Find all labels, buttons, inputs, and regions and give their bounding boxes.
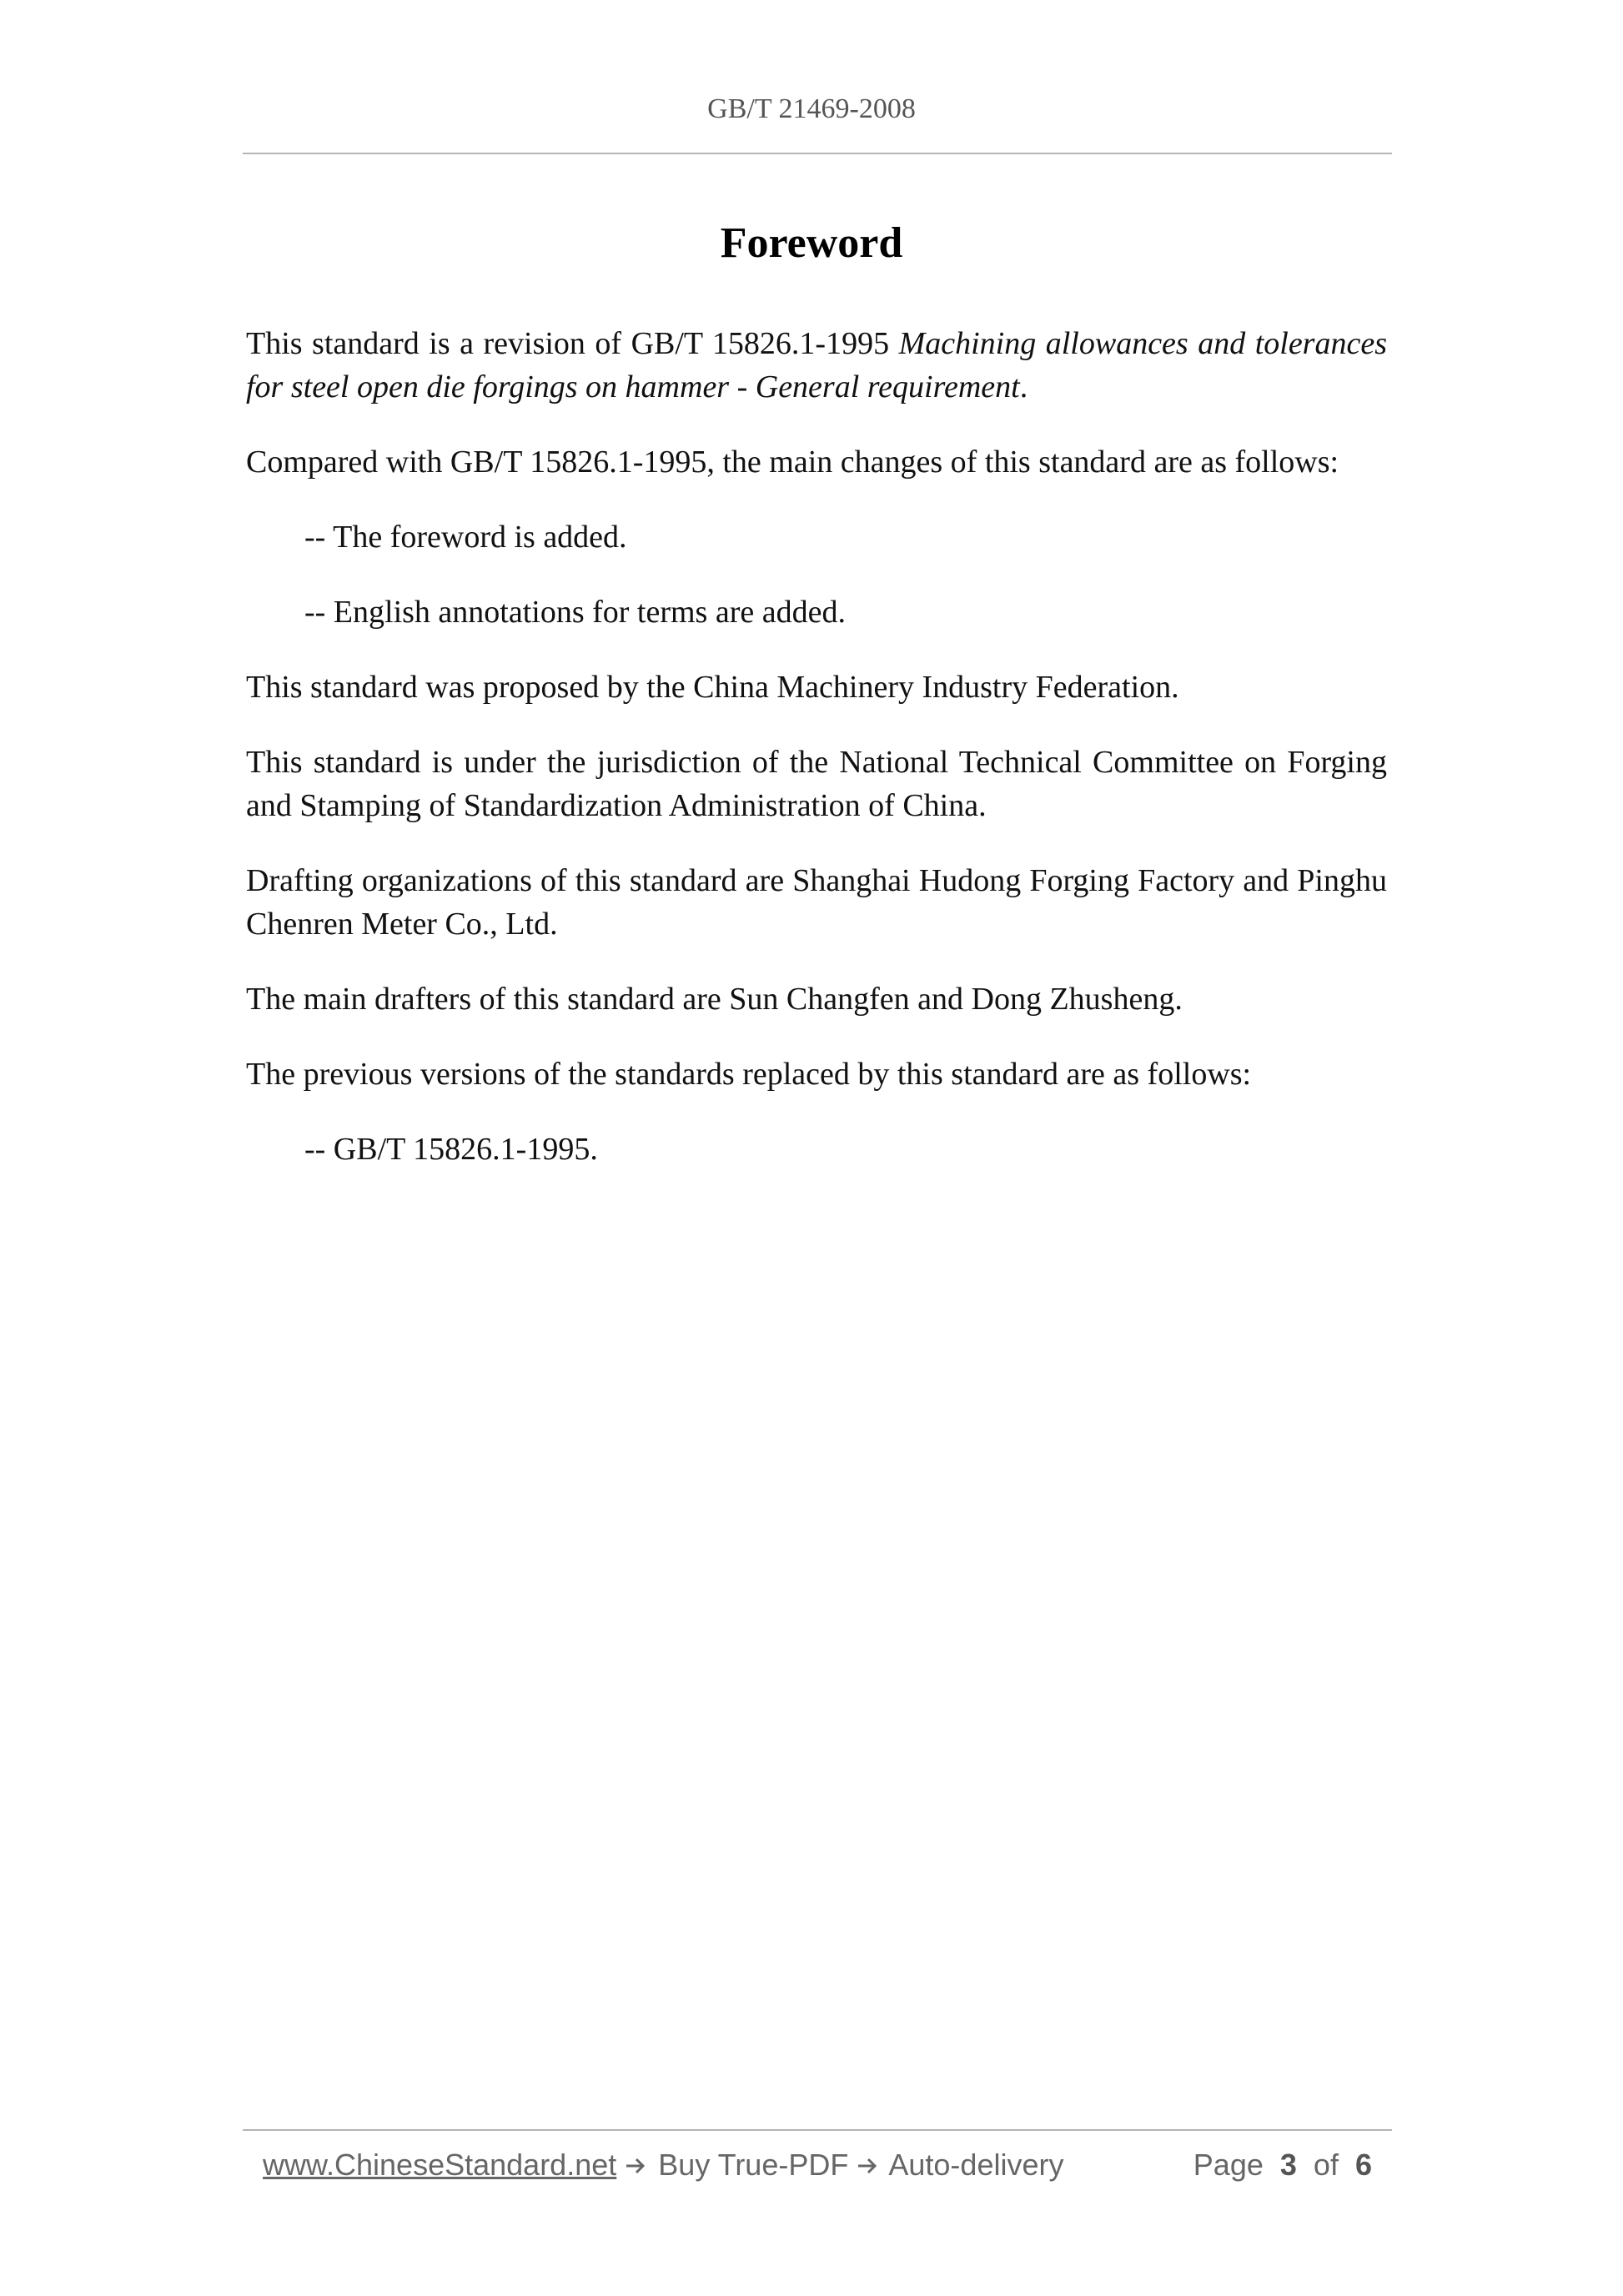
page-footer: [263, 2148, 1372, 2189]
paragraph-jurisdiction: This standard is under the jurisdiction of the National Technical Committee on Forging and Stamping of Standardization Administration of China.: [246, 745, 1387, 823]
arrow-right-icon: [625, 2149, 650, 2184]
list-item: -- The foreword is added.: [304, 520, 627, 555]
auto-delivery-text: Auto-delivery: [888, 2148, 1064, 2182]
paragraph-drafting-organizations: Drafting organizations of this standard are Shanghai Hudong Forging Factory and Pinghu Chenren Meter Co., Ltd.: [246, 863, 1387, 942]
revision-text: This standard is a revision of GB/T 15826.1-1995: [246, 326, 899, 361]
paragraph-changes-intro: Compared with GB/T 15826.1-1995, the main changes of this standard are as follows:: [246, 445, 1339, 480]
list-item: -- GB/T 15826.1-1995.: [304, 1132, 598, 1167]
website-link[interactable]: www.ChineseStandard.net: [263, 2148, 617, 2182]
buy-true-pdf-text: Buy True-PDF: [658, 2148, 849, 2182]
document-body: [246, 322, 1387, 1203]
page-indicator: [1193, 2148, 1372, 2183]
header-divider: [243, 153, 1392, 154]
paragraph-previous-versions: The previous versions of the standards replaced by this standard are as follows:: [246, 1057, 1252, 1092]
running-header: GB/T 21469-2008: [707, 93, 916, 124]
revision-suffix: .: [1019, 369, 1028, 404]
paragraph-drafters: The main drafters of this standard are Sun Changfen and Dong Zhusheng.: [246, 982, 1183, 1017]
page-title: Foreword: [720, 219, 903, 267]
page-label: Page: [1193, 2148, 1264, 2182]
revised-standard-title: Machining allowances and tolerances for steel open die forgings on hammer - General requirement: [246, 326, 1387, 404]
footer-links: [263, 2148, 1063, 2184]
list-item: -- English annotations for terms are added.: [304, 595, 846, 630]
paragraph-proposed-by: This standard was proposed by the China Machinery Industry Federation.: [246, 670, 1179, 705]
paragraph-revision: [246, 322, 1387, 409]
total-pages-number: 6: [1354, 2148, 1372, 2182]
arrow-right-icon: [857, 2149, 882, 2184]
of-label: of: [1313, 2148, 1339, 2182]
current-page-number: 3: [1279, 2148, 1297, 2182]
footer-divider: [243, 2129, 1392, 2131]
